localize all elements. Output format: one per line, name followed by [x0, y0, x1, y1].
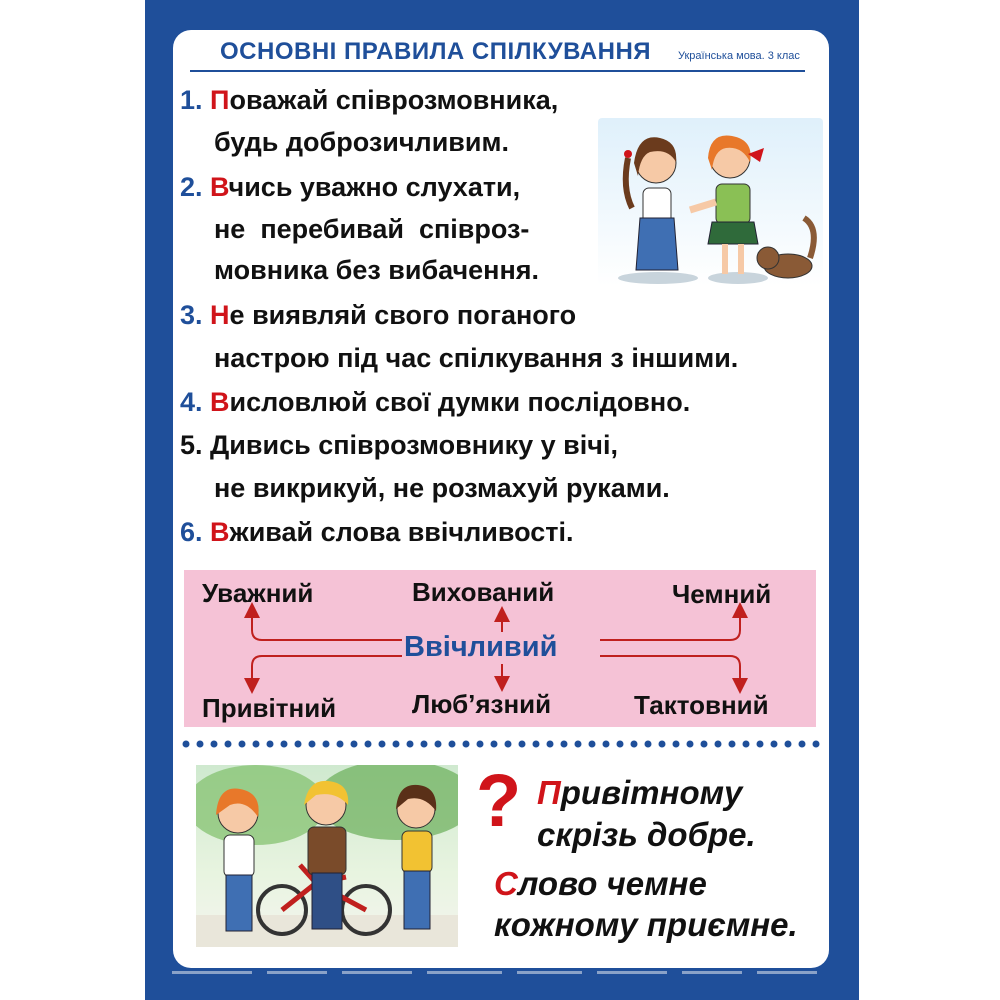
- proverb-2-line-2: кожному приємне.: [494, 906, 798, 943]
- word-well-mannered: Вихований: [412, 577, 555, 607]
- page-subtitle: Українська мова. 3 клас: [678, 50, 800, 62]
- word-courteous: Чемний: [672, 579, 772, 609]
- rule-2-continuation-2: мовника без вибачення.: [214, 255, 540, 285]
- rule-5-number: 5.: [180, 430, 203, 460]
- rule-5-text: ивись співрозмовнику у вічі,: [229, 430, 618, 460]
- publisher-footer: [172, 968, 828, 998]
- rule-2-continuation-1: не перебивай співроз-: [214, 214, 530, 244]
- rule-3-initial: Н: [210, 300, 230, 330]
- illustration-children-bicycle: [196, 765, 458, 947]
- rule-4-number: 4.: [180, 387, 203, 417]
- rule-4-initial: В: [210, 387, 230, 417]
- page-title: ОСНОВНІ ПРАВИЛА СПІЛКУВАННЯ: [220, 38, 652, 65]
- proverb-1-line-1: [537, 776, 742, 809]
- rule-1-number: 1.: [180, 85, 203, 115]
- rule-5-initial: Д: [210, 430, 230, 460]
- rule-6-text: живай слова ввічливості.: [229, 517, 574, 547]
- rule-2-text: чись уважно слухати,: [228, 172, 521, 202]
- proverb-2-initial: С: [494, 865, 518, 902]
- rule-3-continuation: настрою під час спілкування з іншими.: [214, 343, 739, 373]
- proverb-1-line-2: скрізь добре.: [537, 816, 756, 853]
- rule-5-continuation: не викрикуй, не розмахуй руками.: [214, 473, 670, 503]
- rule-4-text: исловлюй свої думки послідовно.: [229, 387, 691, 417]
- rule-6-number: 6.: [180, 517, 203, 547]
- rule-1-text: оважай співрозмовника,: [229, 85, 559, 115]
- rule-3-text: е виявляй свого поганого: [229, 300, 577, 330]
- rule-1-initial: П: [210, 85, 230, 115]
- children-bicycle-drawing: [196, 765, 458, 947]
- word-attentive: Уважний: [202, 578, 314, 608]
- word-kind: Люб’язний: [412, 689, 552, 719]
- word-tactful: Тактовний: [634, 690, 769, 720]
- rule-3-number: 3.: [180, 300, 203, 330]
- dotted-divider: [180, 738, 820, 750]
- word-friendly: Привітний: [202, 693, 337, 723]
- rule-2-number: 2.: [180, 172, 203, 202]
- proverb-1-text: ривітному: [560, 774, 743, 811]
- question-mark-icon: ?: [476, 759, 522, 842]
- rule-1-continuation: будь доброзичливим.: [214, 127, 509, 157]
- rule-6-initial: В: [210, 517, 230, 547]
- proverb-2-text: лово чемне: [517, 865, 707, 902]
- proverb-1-initial: П: [537, 774, 561, 811]
- proverb-2-line-1: [494, 867, 707, 900]
- rule-2-initial: В: [210, 172, 229, 202]
- word-polite-center: Ввічливий: [404, 631, 558, 663]
